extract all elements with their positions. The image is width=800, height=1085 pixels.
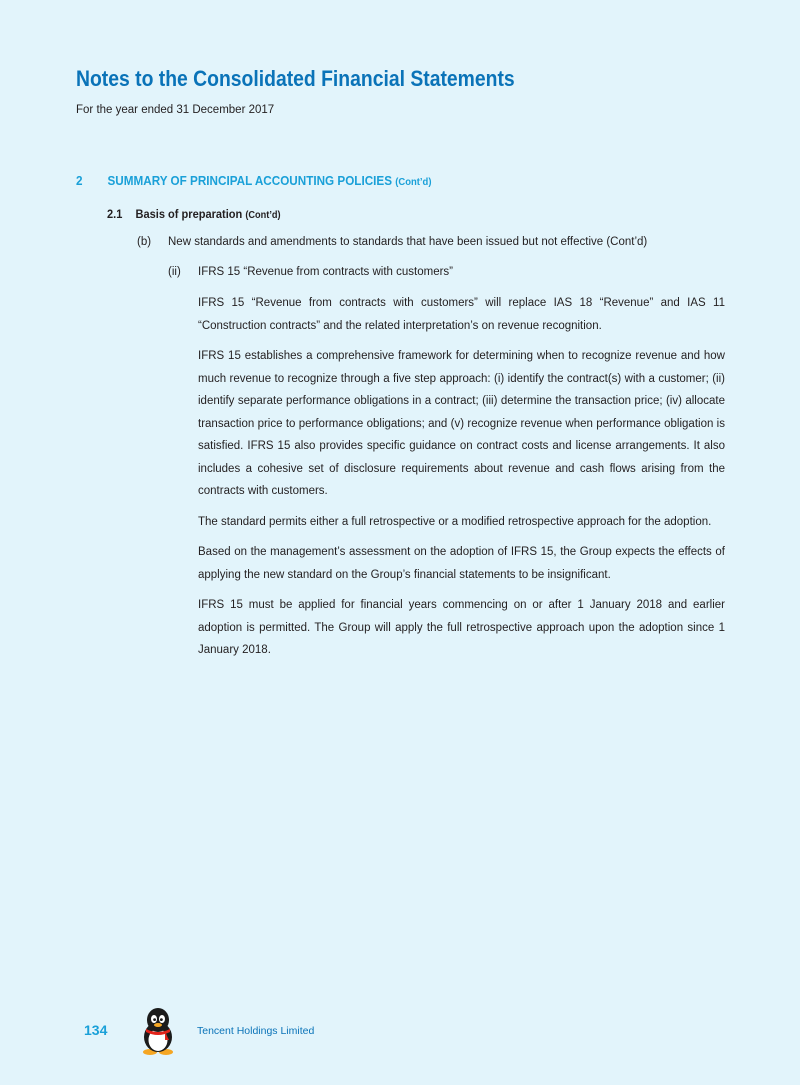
list-item-b-text: New standards and amendments to standards that have been issued but not effective (Cont’d) (168, 236, 648, 248)
paragraph-effective-date: IFRS 15 must be applied for financial years commencing on or after 1 January 2018 and earlier adoption is permitted. The Group will apply the full retrospective approach upon the adoption since 1 January 2018. (198, 599, 725, 656)
paragraph-replacement: IFRS 15 “Revenue from contracts with customers” will replace IAS 18 “Revenue” and IAS 11 “Construction contracts” and the related interpretation’s on revenue recognition. (198, 297, 725, 332)
body-text (198, 292, 725, 670)
section-title: SUMMARY OF PRINCIPAL ACCOUNTING POLICIES (107, 173, 392, 188)
paragraph-assessment: Based on the management’s assessment on the adoption of IFRS 15, the Group expects the effects of applying the new standard on the Group’s financial statements to be insignificant. (198, 546, 725, 581)
subsection-number: 2.1 (107, 207, 123, 221)
section-number: 2 (76, 173, 83, 188)
subsection-heading (107, 207, 281, 221)
page-number: 134 (84, 1022, 108, 1038)
list-item-ii-text: IFRS 15 “Revenue from contracts with customers” (198, 266, 453, 278)
paragraph-framework: IFRS 15 establishes a comprehensive framework for determining when to recognize revenue and how much revenue to recognize through a five step approach: (i) identify the contract(s) with a customer; (ii) identify separate performance obligations in a contract; (iii) determine the transaction price; (iv) allocate transaction price to performance obligations; and (v) recognize revenue when performance obligation is satisfied. IFRS 15 also provides specific guidance on contract costs and license arrangements. It also includes a cohesive set of disclosure requirements about revenue and cash flows arising from the contracts with customers. (198, 350, 725, 497)
list-item-b (137, 236, 647, 248)
page-title: Notes to the Consolidated Financial Statements (76, 66, 515, 91)
page-subtitle: For the year ended 31 December 2017 (76, 104, 275, 116)
list-item-b-label: (b) (137, 236, 152, 248)
list-item-ii (168, 266, 453, 278)
penguin-mascot-icon (139, 1007, 177, 1055)
subsection-contd: (Cont’d) (245, 210, 281, 221)
paragraph-approach: The standard permits either a full retrospective or a modified retrospective approach for the adoption. (198, 515, 712, 528)
section-contd: (Cont’d) (395, 176, 432, 188)
footer-company-name: Tencent Holdings Limited (197, 1025, 315, 1037)
list-item-ii-label: (ii) (168, 266, 181, 278)
subsection-title: Basis of preparation (135, 207, 243, 221)
section-heading (76, 173, 431, 188)
